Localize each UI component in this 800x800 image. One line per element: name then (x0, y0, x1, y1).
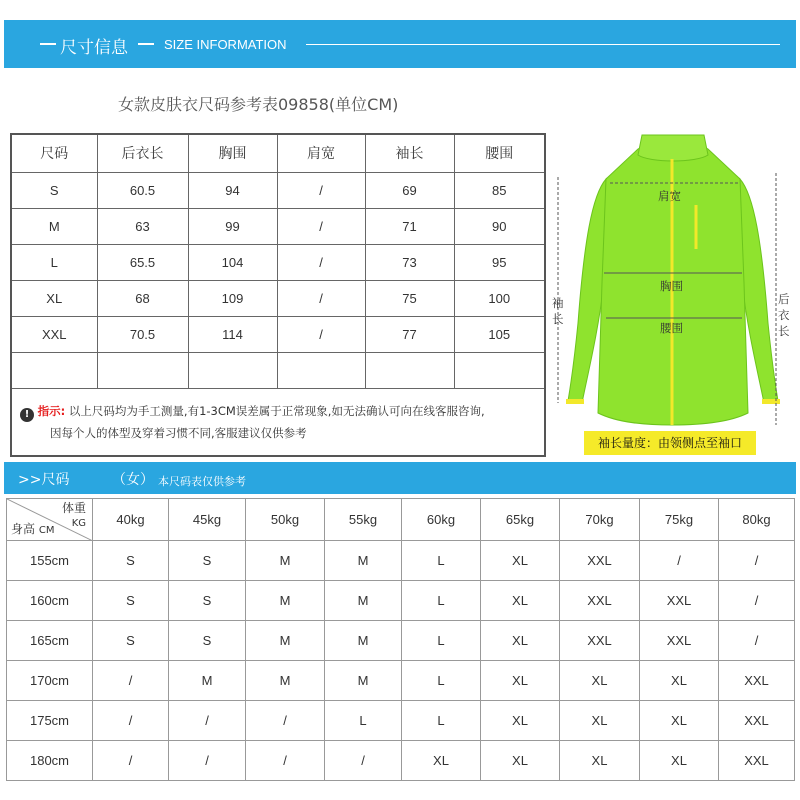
banner-title-cn: 尺寸信息 (60, 38, 128, 58)
height-cell: 155cm (7, 541, 93, 581)
fit-cell: XXL (640, 581, 719, 621)
size-cell: XXL (11, 316, 97, 352)
note-label: 指示: (37, 403, 66, 418)
banner-mid-dash (138, 43, 154, 45)
info-icon: ! (20, 408, 34, 422)
fit-section-bar (4, 462, 796, 494)
back-length-cell: 60.5 (97, 172, 188, 208)
table-row (7, 741, 795, 781)
fit-cell: XXL (640, 621, 719, 661)
table-row (7, 621, 795, 661)
fit-cell: M (169, 661, 246, 701)
waist-label: 腰围 (660, 321, 683, 335)
fit-cell: S (169, 581, 246, 621)
fit-cell: / (93, 661, 169, 701)
measurement-note (11, 388, 545, 456)
height-cell: 165cm (7, 621, 93, 661)
chest-cell: 99 (188, 208, 277, 244)
fit-cell: / (640, 541, 719, 581)
weight-col-header: 80kg (719, 499, 795, 541)
weight-col-header: 75kg (640, 499, 719, 541)
fit-cell: M (325, 661, 402, 701)
table-row (7, 581, 795, 621)
fit-cell: / (246, 701, 325, 741)
fit-cell: M (246, 621, 325, 661)
fit-cell: / (719, 581, 795, 621)
waist-cell: 90 (454, 208, 545, 244)
weight-label: 体重 (61, 501, 86, 515)
sleeve-measure-note: 袖长量度：由领侧点至袖口 (584, 431, 756, 455)
weight-col-header: 50kg (246, 499, 325, 541)
header-shoulder: 肩宽 (277, 134, 365, 172)
fit-cell: L (402, 701, 481, 741)
back-length-cell: 65.5 (97, 244, 188, 280)
fit-cell: M (246, 541, 325, 581)
fit-cell: / (246, 741, 325, 781)
waist-cell: 105 (454, 316, 545, 352)
table-row (11, 244, 545, 280)
fit-cell: L (402, 661, 481, 701)
sleeve-cell: 75 (365, 280, 454, 316)
fit-cell: XXL (560, 541, 640, 581)
fit-cell: XXL (719, 701, 795, 741)
chest-cell: 109 (188, 280, 277, 316)
table-row (11, 172, 545, 208)
fit-cell: XXL (560, 621, 640, 661)
fit-cell: S (169, 541, 246, 581)
shoulder-cell: / (277, 172, 365, 208)
banner-title-en: SIZE INFORMATION (164, 37, 287, 52)
size-cell: S (11, 172, 97, 208)
fit-header-row (7, 499, 795, 541)
size-cell: L (11, 244, 97, 280)
fit-cell: XL (640, 701, 719, 741)
fit-cell: XL (481, 701, 560, 741)
table-corner (7, 499, 93, 541)
height-cell: 180cm (7, 741, 93, 781)
back-length-cell: 68 (97, 280, 188, 316)
table-row (7, 661, 795, 701)
fit-cell: S (169, 621, 246, 661)
fit-cell: XL (481, 581, 560, 621)
fit-cell: XL (481, 741, 560, 781)
height-unit: CM (38, 525, 55, 536)
header-waist: 腰围 (454, 134, 545, 172)
chest-cell: 94 (188, 172, 277, 208)
shoulder-cell: / (277, 208, 365, 244)
banner-rule (306, 44, 780, 45)
fit-recommendation-table (6, 498, 795, 781)
fit-cell: L (402, 581, 481, 621)
fit-cell: / (719, 621, 795, 661)
table-row (11, 208, 545, 244)
fit-cell: L (402, 621, 481, 661)
fit-cell: XL (481, 541, 560, 581)
fit-cell: / (169, 701, 246, 741)
fit-cell: XXL (560, 581, 640, 621)
banner-left-dash (40, 43, 56, 45)
height-cell: 175cm (7, 701, 93, 741)
jacket-illustration (548, 133, 796, 455)
size-chart-header-row (11, 134, 545, 172)
height-cell: 160cm (7, 581, 93, 621)
waist-cell: 85 (454, 172, 545, 208)
note-line-2: 因每个人的体型及穿着习惯不同,客服建议仅供参考 (50, 425, 307, 440)
sleeve-label: 袖长 (552, 296, 564, 326)
shoulder-cell: / (277, 244, 365, 280)
weight-col-header: 60kg (402, 499, 481, 541)
fit-cell: S (93, 621, 169, 661)
weight-col-header: 65kg (481, 499, 560, 541)
sleeve-cell: 77 (365, 316, 454, 352)
fit-cell: M (246, 581, 325, 621)
fit-cell: / (169, 741, 246, 781)
table-row (7, 541, 795, 581)
size-cell: XL (11, 280, 97, 316)
height-header (11, 520, 54, 537)
table-row (11, 280, 545, 316)
weight-col-header: 55kg (325, 499, 402, 541)
fit-section-note: 本尺码表仅供参考 (158, 475, 246, 488)
header-back-length: 后衣长 (97, 134, 188, 172)
fit-cell: L (325, 701, 402, 741)
fit-section-gender: （女） (112, 472, 154, 488)
fit-cell: XXL (719, 661, 795, 701)
shoulder-cell: / (277, 316, 365, 352)
fit-cell: S (93, 541, 169, 581)
weight-col-header: 40kg (93, 499, 169, 541)
fit-cell: M (246, 661, 325, 701)
shoulder-label: 肩宽 (658, 189, 681, 203)
fit-cell: S (93, 581, 169, 621)
fit-cell: XL (560, 741, 640, 781)
fit-cell: M (325, 621, 402, 661)
empty-table-row (11, 352, 545, 388)
fit-cell: XL (640, 661, 719, 701)
size-chart-table (10, 133, 546, 457)
waist-cell: 100 (454, 280, 545, 316)
weight-header (62, 501, 86, 531)
header-size: 尺码 (11, 134, 97, 172)
weight-unit: KG (71, 518, 86, 529)
size-cell: M (11, 208, 97, 244)
fit-cell: L (402, 541, 481, 581)
fit-cell: / (325, 741, 402, 781)
fit-cell: M (325, 541, 402, 581)
fit-cell: XL (481, 621, 560, 661)
sleeve-cell: 69 (365, 172, 454, 208)
fit-cell: XL (402, 741, 481, 781)
table-row (11, 316, 545, 352)
header-sleeve: 袖长 (365, 134, 454, 172)
fit-cell: XL (640, 741, 719, 781)
height-label: 身高 (11, 522, 36, 536)
chest-cell: 114 (188, 316, 277, 352)
back-length-label: 后衣长 (778, 292, 790, 338)
measurement-note-row (11, 388, 545, 456)
fit-cell: XL (560, 701, 640, 741)
back-length-cell: 70.5 (97, 316, 188, 352)
sleeve-cell: 73 (365, 244, 454, 280)
size-chart-title: 女款皮肤衣尺码参考表09858(单位CM) (118, 95, 399, 114)
table-row (7, 701, 795, 741)
size-info-banner (4, 20, 796, 68)
weight-col-header: 70kg (560, 499, 640, 541)
fit-cell: XL (560, 661, 640, 701)
note-line-1: 以上尺码均为手工测量,有1-3CM误差属于正常现象,如无法确认可向在线客服咨询, (68, 403, 485, 418)
fit-cell: XXL (719, 741, 795, 781)
fit-cell: / (719, 541, 795, 581)
chest-label: 胸围 (660, 279, 683, 293)
sleeve-cell: 71 (365, 208, 454, 244)
fit-section-title: >>尺码 (18, 472, 70, 488)
back-length-cell: 63 (97, 208, 188, 244)
waist-cell: 95 (454, 244, 545, 280)
shoulder-cell: / (277, 280, 365, 316)
fit-cell: M (325, 581, 402, 621)
fit-cell: / (93, 741, 169, 781)
height-cell: 170cm (7, 661, 93, 701)
weight-col-header: 45kg (169, 499, 246, 541)
chest-cell: 104 (188, 244, 277, 280)
fit-cell: XL (481, 661, 560, 701)
header-chest: 胸围 (188, 134, 277, 172)
fit-cell: / (93, 701, 169, 741)
